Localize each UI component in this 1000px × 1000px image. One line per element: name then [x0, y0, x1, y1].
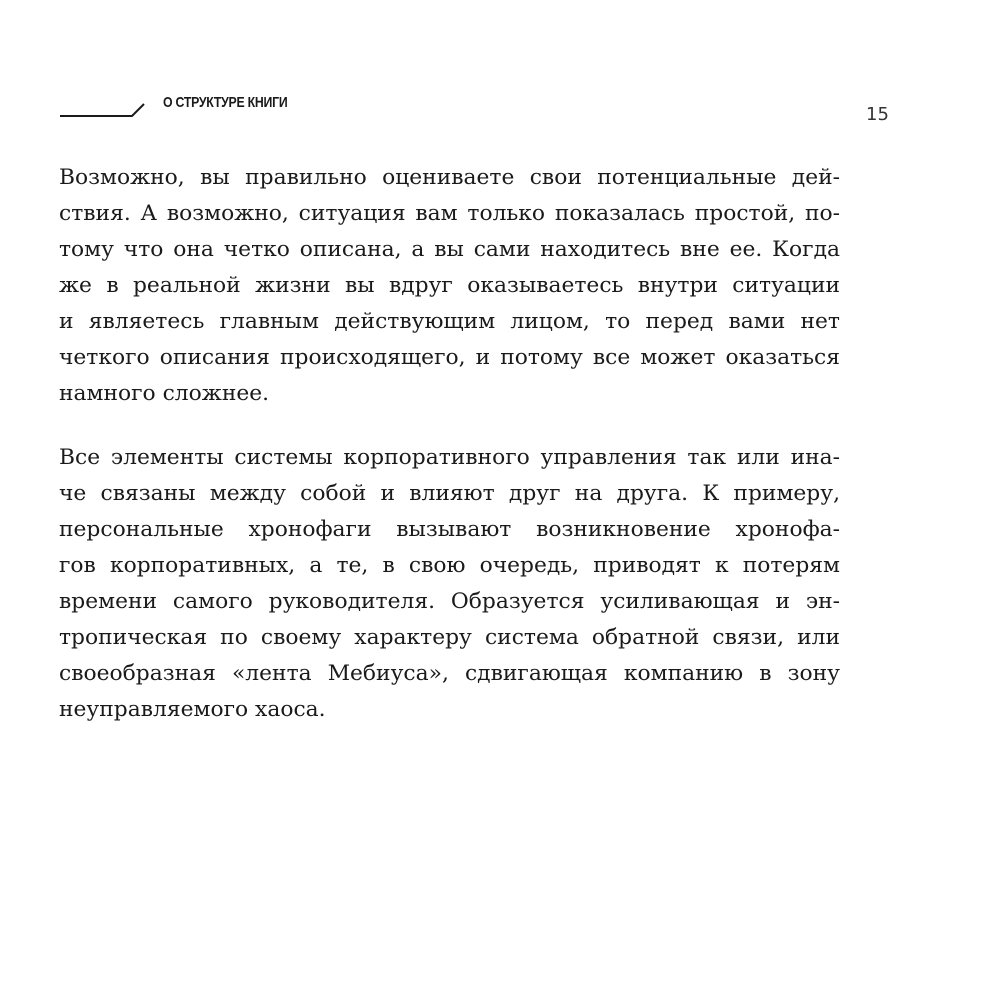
text-line: четкого описания происходящего, и потому все может оказаться: [59, 345, 840, 370]
text-line: Все элементы системы корпоративного управления так или ина-: [59, 445, 840, 470]
text-line: и являетесь главным действующим лицом, то перед вами нет: [59, 309, 840, 334]
running-head: [60, 92, 900, 132]
paragraph-1: [59, 160, 840, 412]
text-line: неуправляемого хаоса.: [59, 697, 326, 722]
section-title: О СТРУКТУРЕ КНИГИ: [163, 94, 288, 111]
text-line: же в реальной жизни вы вдруг оказываетесь внутри ситуации: [59, 273, 840, 298]
page-number: 15: [866, 104, 889, 125]
text-line: персональные хронофаги вызывают возникновение хронофа-: [59, 517, 840, 542]
text-line: ствия. А возможно, ситуация вам только показалась простой, по-: [59, 201, 840, 226]
text-line: тропическая по своему характеру система обратной связи, или: [59, 625, 840, 650]
text-line: своеобразная «лента Мебиуса», сдвигающая компанию в зону: [59, 661, 840, 686]
paragraph-2: [59, 440, 840, 728]
text-line: Возможно, вы правильно оцениваете свои потенциальные дей-: [59, 165, 840, 190]
text-line: намного сложнее.: [59, 381, 270, 406]
header-rule-decoration: [60, 92, 170, 118]
text-line: гов корпоративных, а те, в свою очередь, приводят к потерям: [59, 553, 840, 578]
text-line: времени самого руководителя. Образуется усиливающая и эн-: [59, 589, 840, 614]
text-line: че связаны между собой и влияют друг на друга. К примеру,: [59, 481, 840, 506]
text-line: тому что она четко описана, а вы сами находитесь вне ее. Когда: [59, 237, 840, 262]
